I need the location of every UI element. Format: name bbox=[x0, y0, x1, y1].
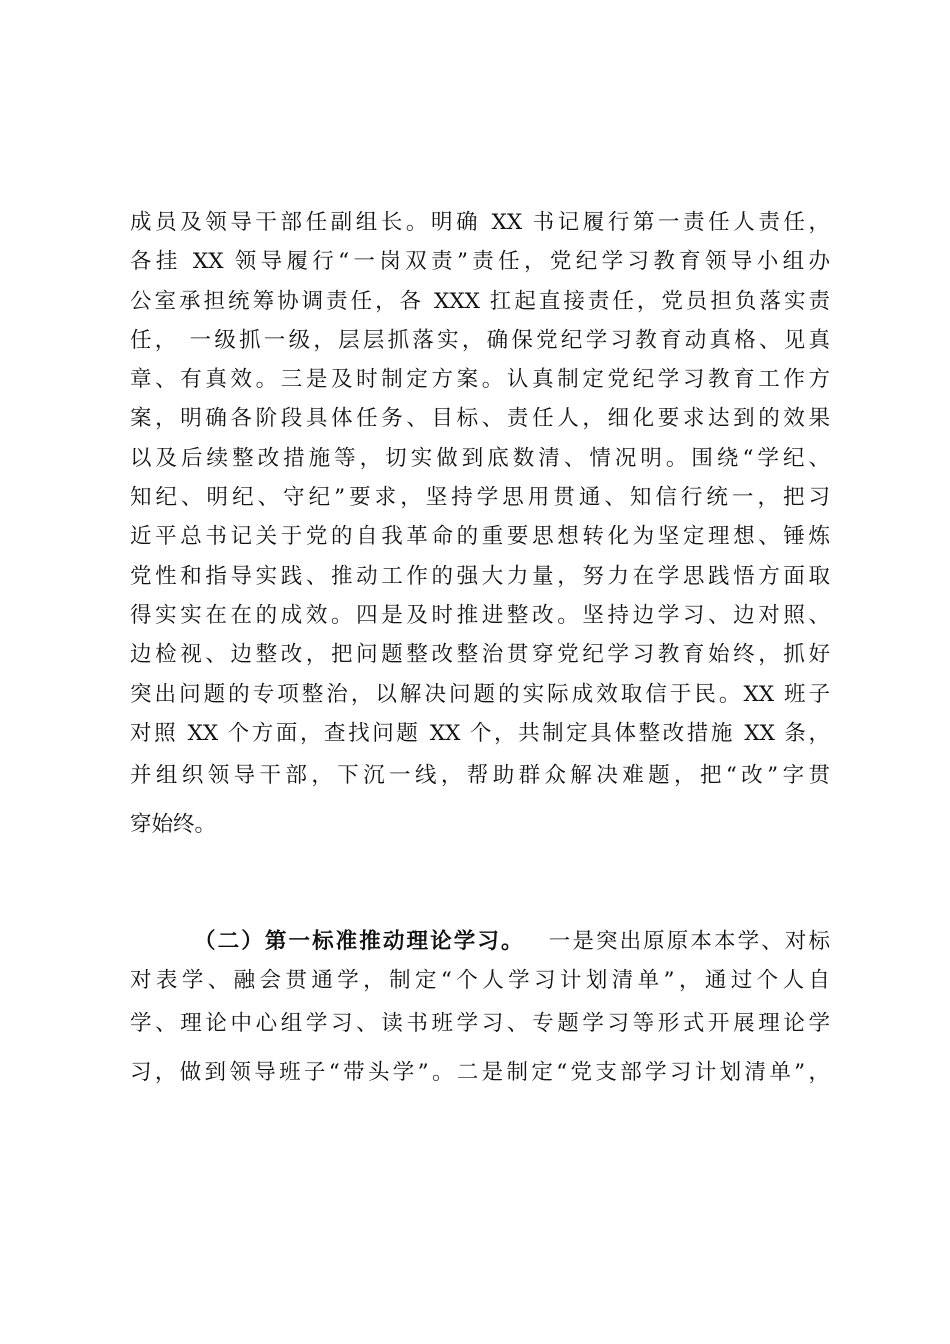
paragraph-line: 习，做到领导班子“带头学”。二是制定“党支部学习计划清单”， bbox=[130, 1059, 830, 1085]
paragraph-line: 各挂 XX 领导履行“一岗双责”责任，党纪学习教育领导小组办 bbox=[130, 249, 830, 275]
paragraph-first-line bbox=[130, 922, 830, 961]
paragraph-line: 并组织领导干部，下沉一线，帮助群众解决难题，把“改”字贯 bbox=[130, 763, 830, 789]
paragraph-1 bbox=[130, 203, 830, 844]
paragraph-line: 章、有真效。三是及时制定方案。认真制定党纪学习教育工作方 bbox=[130, 367, 830, 393]
paragraph-line: 成员及领导干部任副组长。明确 XX 书记履行第一责任人责任， bbox=[130, 210, 830, 235]
paragraph-line: 得实实在在的成效。四是及时推进整改。坚持边学习、边对照、 bbox=[130, 602, 830, 628]
paragraph-line: 任， 一级抓一级，层层抓落实，确保党纪学习教育动真格、见真 bbox=[130, 327, 830, 353]
section-heading: （二）第一标准推动理论学习。 bbox=[194, 929, 525, 954]
paragraph-line: 边检视、边整改，把问题整改整治贯穿党纪学习教育始终，抓好 bbox=[130, 642, 830, 668]
paragraph-line: 穿始终。 bbox=[130, 812, 217, 838]
paragraph-line: 对照 XX 个方面，查找问题 XX 个，共制定具体整改措施 XX 条， bbox=[130, 720, 830, 746]
paragraph-line: 突出问题的专项整治，以解决问题的实际成效取信于民。XX 班子 bbox=[130, 681, 830, 707]
paragraph-line: 案，明确各阶段具体任务、目标、责任人，细化要求达到的效果 bbox=[130, 406, 830, 432]
paragraph-line: 学、理论中心组学习、读书班学习、专题学习等形式开展理论学 bbox=[130, 1010, 830, 1036]
paragraph-line-text: 一是突出原原本本学、对标 bbox=[546, 929, 830, 954]
paragraph-line: 对表学、融会贯通学，制定“个人学习计划清单”，通过个人自 bbox=[130, 968, 830, 994]
paragraph-2 bbox=[130, 922, 830, 1092]
paragraph-line: 党性和指导实践、推动工作的强大力量，努力在学思践悟方面取 bbox=[130, 563, 830, 589]
paragraph-line: 近平总书记关于党的自我革命的重要思想转化为坚定理想、锤炼 bbox=[130, 524, 830, 550]
paragraph-line: 以及后续整改措施等，切实做到底数清、情况明。围绕“学纪、 bbox=[130, 445, 830, 471]
paragraph-line: 公室承担统筹协调责任，各 XXX 扛起直接责任，党员担负落实责 bbox=[130, 288, 830, 314]
paragraph-line: 知纪、明纪、守纪”要求，坚持学思用贯通、知信行统一，把习 bbox=[130, 485, 830, 511]
